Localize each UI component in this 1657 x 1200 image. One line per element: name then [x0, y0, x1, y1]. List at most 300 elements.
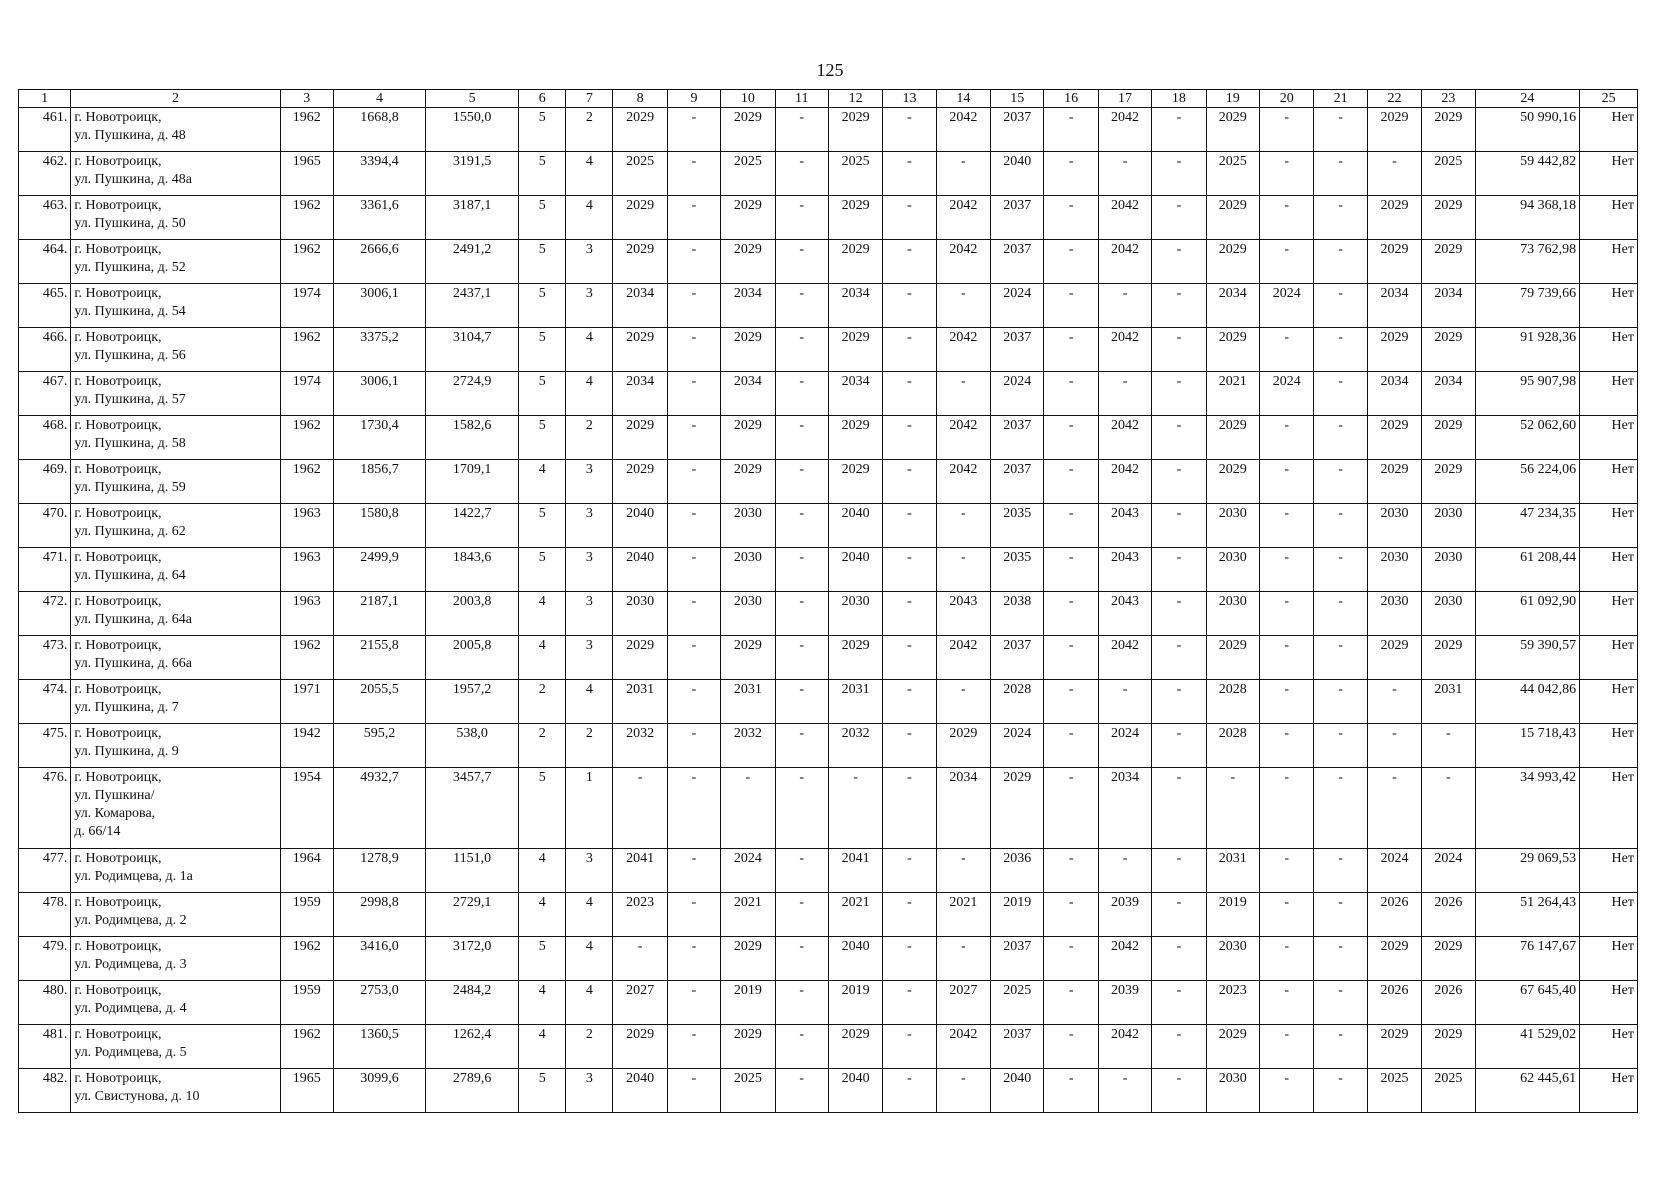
cell-col-22: - [1367, 680, 1421, 724]
column-header-6: 6 [519, 90, 566, 108]
column-header-4: 4 [333, 90, 425, 108]
table-row [19, 460, 1638, 504]
address-cell [71, 548, 280, 592]
cell-col-17: 2042 [1098, 937, 1151, 981]
page-number: 125 [816, 60, 844, 80]
cell-col-21: - [1314, 152, 1367, 196]
cell-col-12: 2029 [828, 196, 882, 240]
cell-col-9: - [667, 636, 720, 680]
cell-col-9: - [667, 592, 720, 636]
cell-col-24: 62 445,61 [1475, 1069, 1580, 1113]
cell-col-10: 2024 [721, 849, 775, 893]
cell-col-8: 2029 [613, 196, 667, 240]
cell-col-16: - [1044, 724, 1098, 768]
cell-col-22: 2034 [1367, 284, 1421, 328]
cell-col-20: 2024 [1259, 284, 1313, 328]
cell-col-25: Нет [1580, 284, 1638, 328]
row-number-cell: 474. [19, 680, 71, 724]
cell-col-6: 4 [519, 893, 566, 937]
cell-col-14: 2042 [936, 416, 990, 460]
cell-col-13: - [883, 416, 936, 460]
cell-col-17: 2043 [1098, 504, 1151, 548]
column-header-16: 16 [1044, 90, 1098, 108]
cell-col-13: - [883, 592, 936, 636]
address-line: ул. Пушкина, д. 66а [74, 656, 192, 671]
address-cell [71, 849, 280, 893]
cell-col-7: 2 [566, 1025, 613, 1069]
cell-col-19: 2030 [1206, 937, 1259, 981]
cell-col-5: 2005,8 [426, 636, 519, 680]
cell-col-16: - [1044, 504, 1098, 548]
cell-col-17: 2034 [1098, 768, 1151, 849]
cell-col-4: 4932,7 [333, 768, 425, 849]
cell-col-12: 2029 [828, 636, 882, 680]
cell-col-16: - [1044, 768, 1098, 849]
cell-col-15: 2035 [991, 504, 1044, 548]
cell-col-5: 1151,0 [426, 849, 519, 893]
cell-col-14: 2042 [936, 460, 990, 504]
cell-col-14: - [936, 152, 990, 196]
cell-col-17: 2043 [1098, 548, 1151, 592]
address-line: г. Новотроицк, [74, 242, 162, 257]
cell-col-5: 2437,1 [426, 284, 519, 328]
cell-col-13: - [883, 937, 936, 981]
cell-col-21: - [1314, 328, 1367, 372]
table-row [19, 372, 1638, 416]
table-row [19, 849, 1638, 893]
cell-col-17: 2042 [1098, 1025, 1151, 1069]
cell-col-12: 2029 [828, 1025, 882, 1069]
row-number-cell: 473. [19, 636, 71, 680]
table-row [19, 152, 1638, 196]
address-cell [71, 1069, 280, 1113]
cell-col-3: 1954 [280, 768, 333, 849]
cell-col-3: 1974 [280, 372, 333, 416]
cell-col-15: 2028 [991, 680, 1044, 724]
cell-col-16: - [1044, 893, 1098, 937]
cell-col-9: - [667, 328, 720, 372]
cell-col-21: - [1314, 416, 1367, 460]
cell-col-22: 2030 [1367, 548, 1421, 592]
cell-col-12: 2034 [828, 372, 882, 416]
cell-col-22: 2029 [1367, 240, 1421, 284]
cell-col-10: 2029 [721, 1025, 775, 1069]
cell-col-8: 2029 [613, 460, 667, 504]
cell-col-5: 1709,1 [426, 460, 519, 504]
cell-col-23: 2034 [1422, 372, 1475, 416]
cell-col-20: - [1259, 548, 1313, 592]
address-line: г. Новотроицк, [74, 638, 162, 653]
cell-col-16: - [1044, 680, 1098, 724]
address-line: ул. Родимцева, д. 3 [74, 957, 187, 972]
cell-col-6: 5 [519, 196, 566, 240]
cell-col-13: - [883, 548, 936, 592]
cell-col-23: 2030 [1422, 504, 1475, 548]
cell-col-10: 2029 [721, 108, 775, 152]
cell-col-25: Нет [1580, 548, 1638, 592]
cell-col-7: 2 [566, 108, 613, 152]
cell-col-24: 61 092,90 [1475, 592, 1580, 636]
cell-col-6: 5 [519, 284, 566, 328]
cell-col-20: - [1259, 724, 1313, 768]
address-line: ул. Комарова, [74, 806, 156, 821]
cell-col-12: 2030 [828, 592, 882, 636]
cell-col-14: 2042 [936, 196, 990, 240]
cell-col-6: 5 [519, 548, 566, 592]
cell-col-5: 3457,7 [426, 768, 519, 849]
cell-col-20: - [1259, 680, 1313, 724]
table-row [19, 636, 1638, 680]
address-line: ул. Пушкина, д. 48а [74, 172, 192, 187]
column-header-19: 19 [1206, 90, 1259, 108]
cell-col-18: - [1152, 416, 1206, 460]
row-number-cell: 470. [19, 504, 71, 548]
row-number-cell: 482. [19, 1069, 71, 1113]
cell-col-21: - [1314, 937, 1367, 981]
cell-col-21: - [1314, 460, 1367, 504]
cell-col-8: - [613, 768, 667, 849]
cell-col-25: Нет [1580, 460, 1638, 504]
column-header-12: 12 [828, 90, 882, 108]
cell-col-17: 2042 [1098, 196, 1151, 240]
cell-col-11: - [775, 680, 828, 724]
cell-col-3: 1962 [280, 328, 333, 372]
column-header-18: 18 [1152, 90, 1206, 108]
cell-col-18: - [1152, 328, 1206, 372]
cell-col-9: - [667, 680, 720, 724]
cell-col-4: 2753,0 [333, 981, 425, 1025]
cell-col-4: 3375,2 [333, 328, 425, 372]
cell-col-11: - [775, 592, 828, 636]
cell-col-21: - [1314, 372, 1367, 416]
cell-col-11: - [775, 416, 828, 460]
cell-col-10: 2025 [721, 152, 775, 196]
cell-col-12: 2021 [828, 893, 882, 937]
cell-col-10: 2029 [721, 937, 775, 981]
address-cell [71, 460, 280, 504]
cell-col-25: Нет [1580, 768, 1638, 849]
row-number-cell: 467. [19, 372, 71, 416]
cell-col-18: - [1152, 1069, 1206, 1113]
address-line: г. Новотроицк, [74, 418, 162, 433]
cell-col-11: - [775, 548, 828, 592]
cell-col-8: 2029 [613, 240, 667, 284]
cell-col-18: - [1152, 152, 1206, 196]
cell-col-9: - [667, 416, 720, 460]
cell-col-12: 2034 [828, 284, 882, 328]
cell-col-10: 2019 [721, 981, 775, 1025]
cell-col-19: 2030 [1206, 548, 1259, 592]
address-line: г. Новотроицк, [74, 1027, 162, 1042]
cell-col-4: 1278,9 [333, 849, 425, 893]
cell-col-23: 2029 [1422, 196, 1475, 240]
cell-col-22: 2029 [1367, 328, 1421, 372]
cell-col-5: 3187,1 [426, 196, 519, 240]
cell-col-4: 2998,8 [333, 893, 425, 937]
column-header-7: 7 [566, 90, 613, 108]
cell-col-14: 2021 [936, 893, 990, 937]
cell-col-3: 1959 [280, 981, 333, 1025]
column-header-10: 10 [721, 90, 775, 108]
cell-col-21: - [1314, 1025, 1367, 1069]
address-cell [71, 416, 280, 460]
cell-col-21: - [1314, 108, 1367, 152]
cell-col-20: - [1259, 460, 1313, 504]
row-number-cell: 479. [19, 937, 71, 981]
address-line: ул. Пушкина, д. 48 [74, 128, 186, 143]
cell-col-22: 2034 [1367, 372, 1421, 416]
cell-col-15: 2029 [991, 768, 1044, 849]
cell-col-25: Нет [1580, 636, 1638, 680]
cell-col-13: - [883, 372, 936, 416]
table-row [19, 504, 1638, 548]
cell-col-11: - [775, 460, 828, 504]
cell-col-3: 1965 [280, 1069, 333, 1113]
cell-col-7: 2 [566, 724, 613, 768]
cell-col-21: - [1314, 893, 1367, 937]
cell-col-3: 1963 [280, 504, 333, 548]
cell-col-23: 2026 [1422, 893, 1475, 937]
cell-col-25: Нет [1580, 328, 1638, 372]
cell-col-17: - [1098, 849, 1151, 893]
cell-col-25: Нет [1580, 372, 1638, 416]
cell-col-10: 2029 [721, 328, 775, 372]
cell-col-5: 3172,0 [426, 937, 519, 981]
cell-col-6: 4 [519, 981, 566, 1025]
cell-col-13: - [883, 460, 936, 504]
cell-col-7: 4 [566, 680, 613, 724]
cell-col-5: 3191,5 [426, 152, 519, 196]
cell-col-3: 1962 [280, 108, 333, 152]
cell-col-23: 2029 [1422, 240, 1475, 284]
cell-col-5: 2729,1 [426, 893, 519, 937]
cell-col-25: Нет [1580, 937, 1638, 981]
address-line: г. Новотроицк, [74, 286, 162, 301]
cell-col-4: 1668,8 [333, 108, 425, 152]
cell-col-4: 1360,5 [333, 1025, 425, 1069]
cell-col-4: 2187,1 [333, 592, 425, 636]
cell-col-4: 2155,8 [333, 636, 425, 680]
cell-col-13: - [883, 1025, 936, 1069]
cell-col-22: 2030 [1367, 592, 1421, 636]
address-line: ул. Свистунова, д. 10 [74, 1089, 200, 1104]
cell-col-7: 4 [566, 893, 613, 937]
cell-col-7: 3 [566, 548, 613, 592]
address-line: ул. Родимцева, д. 5 [74, 1045, 187, 1060]
column-header-23: 23 [1422, 90, 1475, 108]
cell-col-24: 61 208,44 [1475, 548, 1580, 592]
cell-col-24: 34 993,42 [1475, 768, 1580, 849]
cell-col-24: 95 907,98 [1475, 372, 1580, 416]
cell-col-22: 2029 [1367, 1025, 1421, 1069]
cell-col-9: - [667, 372, 720, 416]
cell-col-5: 1262,4 [426, 1025, 519, 1069]
cell-col-5: 2724,9 [426, 372, 519, 416]
cell-col-5: 3104,7 [426, 328, 519, 372]
cell-col-17: 2042 [1098, 240, 1151, 284]
cell-col-19: 2031 [1206, 849, 1259, 893]
address-line: г. Новотроицк, [74, 895, 162, 910]
cell-col-19: 2025 [1206, 152, 1259, 196]
address-line: г. Новотроицк, [74, 983, 162, 998]
cell-col-23: - [1422, 724, 1475, 768]
address-line: г. Новотроицк, [74, 506, 162, 521]
cell-col-3: 1962 [280, 416, 333, 460]
cell-col-6: 4 [519, 636, 566, 680]
cell-col-24: 91 928,36 [1475, 328, 1580, 372]
cell-col-10: 2032 [721, 724, 775, 768]
address-cell [71, 893, 280, 937]
address-line: д. 66/14 [74, 824, 121, 839]
cell-col-22: 2026 [1367, 981, 1421, 1025]
column-header-2: 2 [71, 90, 280, 108]
cell-col-6: 4 [519, 592, 566, 636]
cell-col-17: - [1098, 680, 1151, 724]
address-line: г. Новотроицк, [74, 1071, 162, 1086]
cell-col-23: 2029 [1422, 328, 1475, 372]
row-number-cell: 463. [19, 196, 71, 240]
cell-col-24: 94 368,18 [1475, 196, 1580, 240]
cell-col-8: 2029 [613, 416, 667, 460]
cell-col-10: 2030 [721, 504, 775, 548]
cell-col-15: 2037 [991, 196, 1044, 240]
cell-col-21: - [1314, 724, 1367, 768]
cell-col-10: 2030 [721, 548, 775, 592]
cell-col-19: 2029 [1206, 196, 1259, 240]
cell-col-8: 2040 [613, 548, 667, 592]
cell-col-24: 50 990,16 [1475, 108, 1580, 152]
cell-col-24: 29 069,53 [1475, 849, 1580, 893]
column-header-13: 13 [883, 90, 936, 108]
cell-col-19: 2030 [1206, 504, 1259, 548]
cell-col-3: 1963 [280, 548, 333, 592]
cell-col-17: 2042 [1098, 328, 1151, 372]
table-row [19, 108, 1638, 152]
cell-col-19: 2029 [1206, 240, 1259, 284]
cell-col-9: - [667, 460, 720, 504]
column-header-21: 21 [1314, 90, 1367, 108]
row-number-cell: 477. [19, 849, 71, 893]
cell-col-14: 2042 [936, 240, 990, 284]
address-line: ул. Родимцева, д. 4 [74, 1001, 187, 1016]
cell-col-23: 2026 [1422, 981, 1475, 1025]
cell-col-5: 1550,0 [426, 108, 519, 152]
cell-col-20: - [1259, 196, 1313, 240]
cell-col-11: - [775, 196, 828, 240]
cell-col-18: - [1152, 724, 1206, 768]
cell-col-6: 5 [519, 1069, 566, 1113]
cell-col-21: - [1314, 636, 1367, 680]
cell-col-13: - [883, 768, 936, 849]
address-line: ул. Пушкина, д. 9 [74, 744, 179, 759]
cell-col-8: 2040 [613, 1069, 667, 1113]
row-number-cell: 466. [19, 328, 71, 372]
cell-col-21: - [1314, 849, 1367, 893]
row-number-cell: 475. [19, 724, 71, 768]
column-header-14: 14 [936, 90, 990, 108]
cell-col-11: - [775, 152, 828, 196]
cell-col-16: - [1044, 1025, 1098, 1069]
cell-col-6: 5 [519, 108, 566, 152]
cell-col-19: 2028 [1206, 724, 1259, 768]
cell-col-3: 1962 [280, 196, 333, 240]
cell-col-23: 2029 [1422, 416, 1475, 460]
table-row [19, 416, 1638, 460]
cell-col-13: - [883, 724, 936, 768]
row-number-cell: 471. [19, 548, 71, 592]
cell-col-21: - [1314, 768, 1367, 849]
cell-col-19: 2021 [1206, 372, 1259, 416]
cell-col-15: 2024 [991, 284, 1044, 328]
cell-col-4: 3416,0 [333, 937, 425, 981]
cell-col-14: - [936, 548, 990, 592]
cell-col-17: - [1098, 152, 1151, 196]
row-number-cell: 464. [19, 240, 71, 284]
cell-col-11: - [775, 1025, 828, 1069]
column-header-20: 20 [1259, 90, 1313, 108]
cell-col-11: - [775, 937, 828, 981]
cell-col-8: 2032 [613, 724, 667, 768]
cell-col-7: 2 [566, 416, 613, 460]
cell-col-24: 56 224,06 [1475, 460, 1580, 504]
address-line: ул. Пушкина, д. 56 [74, 348, 186, 363]
cell-col-24: 59 390,57 [1475, 636, 1580, 680]
address-line: ул. Пушкина, д. 54 [74, 304, 186, 319]
column-header-15: 15 [991, 90, 1044, 108]
row-number-cell: 476. [19, 768, 71, 849]
cell-col-16: - [1044, 196, 1098, 240]
cell-col-6: 4 [519, 1025, 566, 1069]
cell-col-13: - [883, 328, 936, 372]
address-line: ул. Пушкина, д. 59 [74, 480, 186, 495]
cell-col-21: - [1314, 592, 1367, 636]
cell-col-12: 2040 [828, 548, 882, 592]
cell-col-18: - [1152, 284, 1206, 328]
cell-col-4: 2499,9 [333, 548, 425, 592]
cell-col-11: - [775, 284, 828, 328]
cell-col-8: 2029 [613, 328, 667, 372]
cell-col-8: 2034 [613, 372, 667, 416]
cell-col-7: 3 [566, 504, 613, 548]
cell-col-9: - [667, 937, 720, 981]
cell-col-11: - [775, 372, 828, 416]
column-header-8: 8 [613, 90, 667, 108]
cell-col-8: 2029 [613, 1025, 667, 1069]
cell-col-18: - [1152, 1025, 1206, 1069]
cell-col-11: - [775, 240, 828, 284]
cell-col-11: - [775, 981, 828, 1025]
cell-col-6: 5 [519, 372, 566, 416]
cell-col-25: Нет [1580, 592, 1638, 636]
cell-col-12: 2029 [828, 328, 882, 372]
cell-col-16: - [1044, 460, 1098, 504]
cell-col-19: 2029 [1206, 108, 1259, 152]
cell-col-22: - [1367, 152, 1421, 196]
cell-col-24: 51 264,43 [1475, 893, 1580, 937]
cell-col-4: 1856,7 [333, 460, 425, 504]
address-line: г. Новотроицк, [74, 594, 162, 609]
column-header-22: 22 [1367, 90, 1421, 108]
cell-col-12: - [828, 768, 882, 849]
cell-col-12: 2019 [828, 981, 882, 1025]
cell-col-14: 2043 [936, 592, 990, 636]
cell-col-6: 5 [519, 328, 566, 372]
address-line: г. Новотроицк, [74, 330, 162, 345]
cell-col-20: 2024 [1259, 372, 1313, 416]
cell-col-6: 5 [519, 937, 566, 981]
cell-col-8: 2027 [613, 981, 667, 1025]
cell-col-17: 2039 [1098, 981, 1151, 1025]
